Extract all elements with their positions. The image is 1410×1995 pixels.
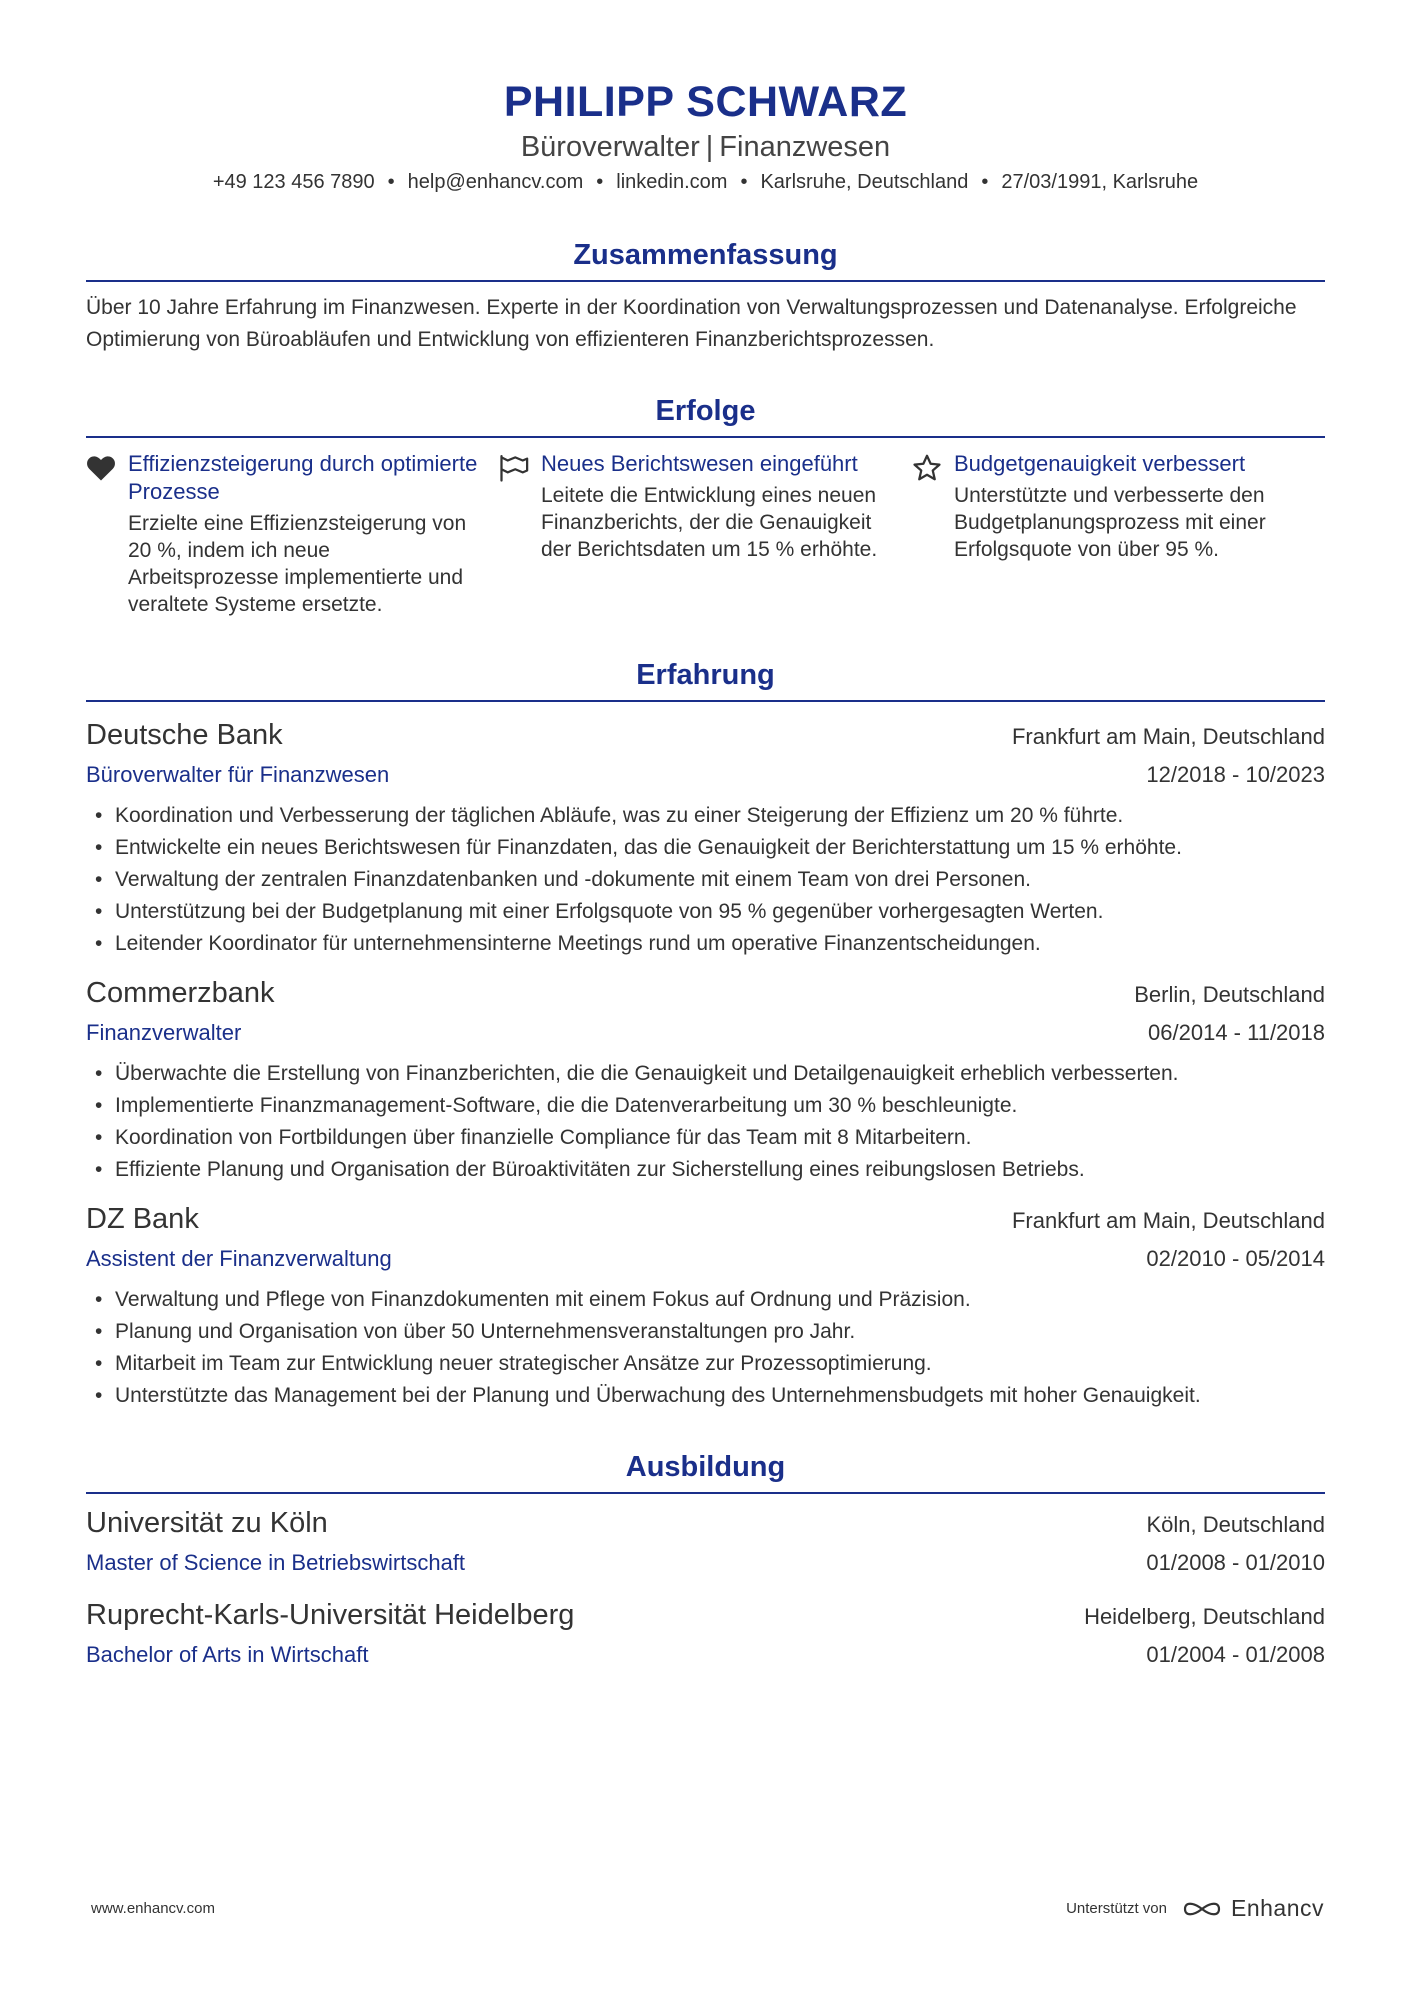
- job-entry: [86, 974, 1325, 1186]
- education-entry: [86, 1504, 1325, 1582]
- title-role: Büroverwalter: [520, 131, 700, 163]
- page-footer: [91, 1895, 1324, 1922]
- achievement-item: [86, 450, 499, 618]
- job-location: Frankfurt am Main, Deutschland: [1011, 724, 1325, 749]
- job-role: Assistent der Finanzverwaltung: [86, 1246, 392, 1271]
- achievement-title: Neues Berichtswesen eingeführt: [541, 451, 858, 476]
- achievements-list: [86, 450, 1325, 618]
- job-bullets: [86, 1284, 1325, 1412]
- contact-location: Karlsruhe, Deutschland: [760, 171, 969, 193]
- education-location: Heidelberg, Deutschland: [1084, 1604, 1325, 1629]
- resume-page: [86, 0, 1325, 1674]
- section-title-summary: Zusammenfassung: [86, 238, 1325, 282]
- powered-by-label: Unterstützt von: [1066, 1900, 1167, 1917]
- achievement-item: [912, 450, 1325, 618]
- separator-dot: •: [387, 171, 395, 193]
- job-bullet: • Effiziente Planung und Organisation der Büroaktivitäten zur Sicherstellung eines reibungslosen Betriebs.: [86, 1154, 1325, 1186]
- enhancv-logo-icon: [1179, 1897, 1225, 1921]
- separator-dot: •: [740, 171, 748, 193]
- education-location: Köln, Deutschland: [1146, 1512, 1325, 1537]
- job-bullets: [86, 1058, 1325, 1186]
- candidate-name: PHILIPP SCHWARZ: [503, 78, 908, 126]
- job-bullet: • Leitender Koordinator für unternehmensinterne Meetings rund um operative Finanzentscheidungen.: [86, 928, 1325, 960]
- job-bullets: [86, 800, 1325, 960]
- education-degree: Master of Science in Betriebswirtschaft: [86, 1550, 466, 1575]
- section-title-education: Ausbildung: [86, 1450, 1325, 1494]
- section-title-experience: Erfahrung: [86, 658, 1325, 702]
- education-entry: [86, 1596, 1325, 1674]
- education-dates: 01/2004 - 01/2008: [1146, 1642, 1325, 1667]
- job-dates: 06/2014 - 11/2018: [1148, 1020, 1325, 1045]
- education-degree: Bachelor of Arts in Wirtschaft: [86, 1642, 369, 1667]
- job-bullet: • Unterstützung bei der Budgetplanung mit einer Erfolgsquote von 95 % gegenüber vorhergesagten Werten.: [86, 896, 1325, 928]
- job-dates: 02/2010 - 05/2014: [1146, 1246, 1325, 1271]
- achievement-description: Leitete die Entwicklung eines neuen Finanzberichts, der die Genauigkeit der Berichtsdaten um 15 % erhöhte.: [541, 484, 878, 561]
- achievement-title: Effizienzsteigerung durch optimierte Prozesse: [128, 451, 478, 504]
- job-company: Deutsche Bank: [86, 719, 283, 751]
- contact-phone[interactable]: +49 123 456 7890: [212, 171, 375, 193]
- job-bullet: • Überwachte die Erstellung von Finanzberichten, die die Genauigkeit und Detailgenauigkeit erheblich verbesserten.: [86, 1058, 1325, 1090]
- job-dates: 12/2018 - 10/2023: [1146, 762, 1325, 787]
- candidate-title: [86, 128, 1325, 166]
- contact-line: [86, 168, 1325, 196]
- footer-website[interactable]: www.enhancv.com: [91, 1900, 215, 1917]
- footer-powered-by: [1066, 1895, 1324, 1922]
- contact-linkedin[interactable]: linkedin.com: [616, 171, 728, 193]
- job-bullet: • Planung und Organisation von über 50 Unternehmensveranstaltungen pro Jahr.: [86, 1316, 1325, 1348]
- title-field: Finanzwesen: [719, 131, 891, 163]
- job-bullet: • Verwaltung der zentralen Finanzdatenbanken und -dokumente mit einem Team von drei Personen.: [86, 864, 1325, 896]
- job-company: DZ Bank: [86, 1203, 199, 1235]
- job-bullet: • Implementierte Finanzmanagement-Software, die die Datenverarbeitung um 30 % beschleunigte.: [86, 1090, 1325, 1122]
- job-bullet: • Unterstützte das Management bei der Planung und Überwachung des Unternehmensbudgets mit hoher Genauigkeit.: [86, 1380, 1325, 1412]
- job-entry: [86, 716, 1325, 960]
- title-separator: |: [705, 131, 714, 163]
- education-dates: 01/2008 - 01/2010: [1146, 1550, 1325, 1575]
- job-location: Frankfurt am Main, Deutschland: [1011, 1208, 1325, 1233]
- job-bullet: • Verwaltung und Pflege von Finanzdokumenten mit einem Fokus auf Ordnung und Präzision.: [86, 1284, 1325, 1316]
- contact-birth: 27/03/1991, Karlsruhe: [1001, 171, 1199, 193]
- job-bullet: • Koordination und Verbesserung der täglichen Abläufe, was zu einer Steigerung der Effizienz um 20 % führte.: [86, 800, 1325, 832]
- resume-header: [86, 0, 1325, 196]
- job-bullet: • Entwickelte ein neues Berichtswesen für Finanzdaten, das die Genauigkeit der Berichterstattung um 15 % erhöhte.: [86, 832, 1325, 864]
- achievement-title: Budgetgenauigkeit verbessert: [954, 451, 1246, 476]
- star-icon: [912, 450, 954, 618]
- job-location: Berlin, Deutschland: [1134, 982, 1325, 1007]
- section-title-achievements: Erfolge: [86, 394, 1325, 438]
- achievement-description: Unterstützte und verbesserte den Budgetplanungsprozess mit einer Erfolgsquote von über 95 %.: [954, 484, 1266, 561]
- job-bullet: • Mitarbeit im Team zur Entwicklung neuer strategischer Ansätze zur Prozessoptimierung.: [86, 1348, 1325, 1380]
- education-school: Ruprecht-Karls-Universität Heidelberg: [86, 1599, 575, 1631]
- job-role: Büroverwalter für Finanzwesen: [86, 762, 390, 787]
- summary-text: Über 10 Jahre Erfahrung im Finanzwesen. Experte in der Koordination von Verwaltungsprozessen und Datenanalyse. Erfolgreiche Optimierung von Büroabläufen und Entwicklung von effizienteren Finanzberichtsprozessen.: [86, 296, 1297, 351]
- brand-name[interactable]: Enhancv: [1230, 1895, 1324, 1921]
- heart-icon: [86, 450, 128, 618]
- contact-email[interactable]: help@enhancv.com: [407, 171, 584, 193]
- education-school: Universität zu Köln: [86, 1507, 328, 1539]
- job-bullet: • Koordination von Fortbildungen über finanzielle Compliance für das Team mit 8 Mitarbeitern.: [86, 1122, 1325, 1154]
- flag-icon: [499, 450, 541, 618]
- job-company: Commerzbank: [86, 977, 275, 1009]
- job-role: Finanzverwalter: [86, 1020, 242, 1045]
- separator-dot: •: [596, 171, 604, 193]
- achievement-description: Erzielte eine Effizienzsteigerung von 20 %, indem ich neue Arbeitsprozesse implementierte und veraltete Systeme ersetzte.: [128, 512, 467, 616]
- achievement-item: [499, 450, 912, 618]
- job-entry: [86, 1200, 1325, 1412]
- separator-dot: •: [981, 171, 989, 193]
